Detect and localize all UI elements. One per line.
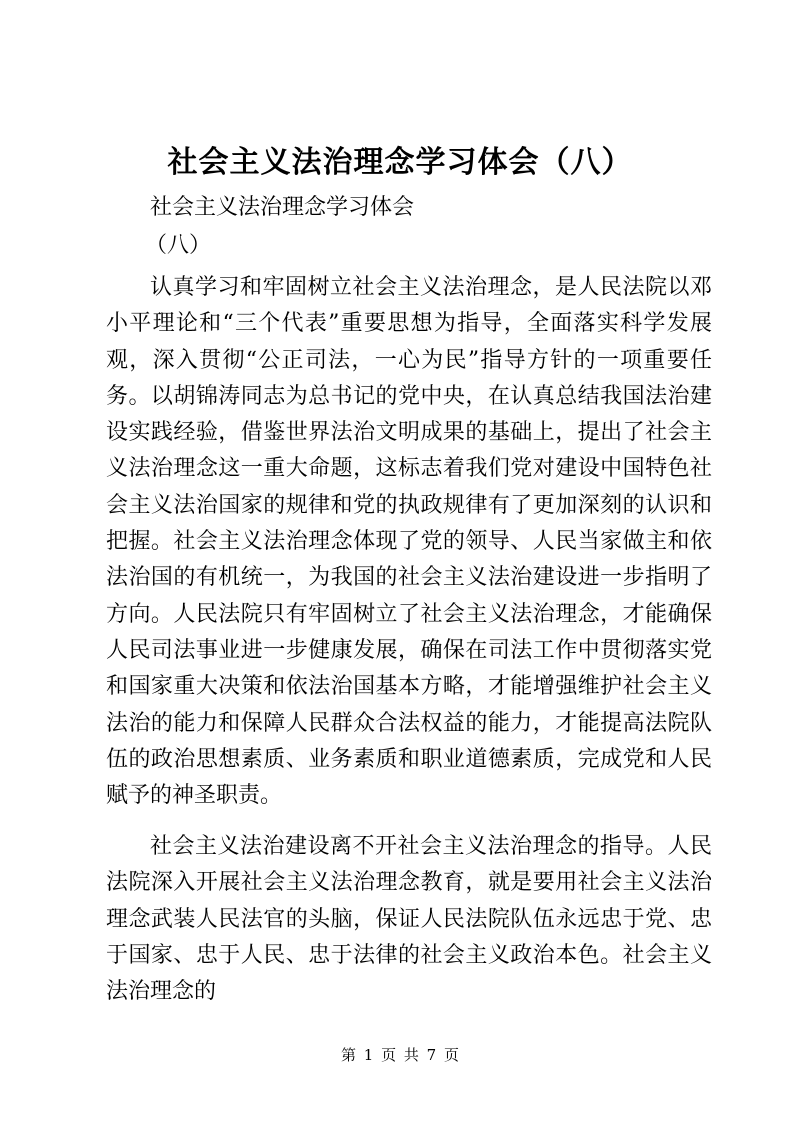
body-paragraph-2: 社会主义法治建设离不开社会主义法治理念的指导。人民法院深入开展社会主义法治理念教育，就是要用社会主义法治理念武装人民法官的头脑，保证人民法院队伍永远忠于党、忠于国家、忠于人民、忠于法律的社会主义政治本色。社会主义法治理念的 — [106, 834, 712, 1005]
document-title: 社会主义法治理念学习体会（八） — [167, 145, 633, 180]
document-subtitle: 社会主义法治理念学习体会 — [150, 195, 415, 220]
body-paragraph-1: 认真学习和牢固树立社会主义法治理念，是人民法院以邓小平理论和“三个代表”重要思想为指导，全面落实科学发展观，深入贯彻“公正司法，一心为民”指导方针的一项重要任务。以胡锦涛同志为总书记的党中央，在认真总结我国法治建设实践经验，借鉴世界法治文明成果的基础上，提出了社会主义法治理念这一重大命题，这标志着我们党对建设中国特色社会主义法治国家的规律和党的执政规律有了更加深刻的认识和把握。社会主义法治理念体现了党的领导、人民当家做主和依法治国的有机统一，为我国的社会主义法治建设进一步指明了方向。人民法院只有牢固树立了社会主义法治理念，才能确保人民司法事业进一步健康发展，确保在司法工作中贯彻落实党和国家重大决策和依法治国基本方略，才能增强维护社会主义法治的能力和保障人民群众合法权益的能力，才能提高法院队伍的政治思想素质、业务素质和职业道德素质，完成党和人民赋予的神圣职责。 — [106, 275, 712, 809]
document-subtitle-number: （八） — [145, 233, 212, 258]
page-number-footer: 第 1 页 共 7 页 — [341, 1046, 459, 1064]
